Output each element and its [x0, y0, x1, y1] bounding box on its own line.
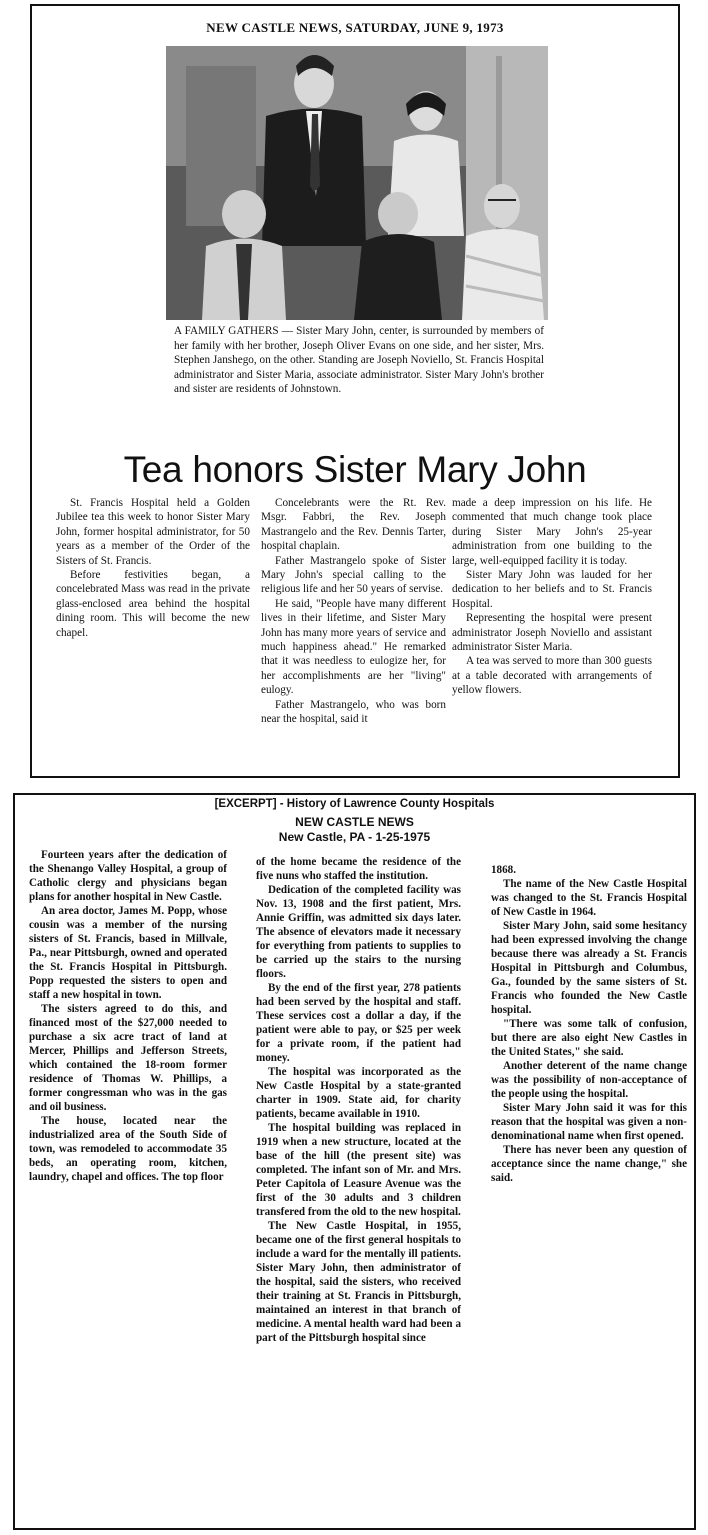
paragraph: "There was some talk of confusion, but there are also eight New Castles in the United States," she said.: [491, 1018, 687, 1058]
paragraph: The hospital was incorporated as the New Castle Hospital by a state-granted charter in 1909. State aid, for charity patients, became available in 1910.: [256, 1066, 461, 1120]
article-column-2: [261, 496, 446, 727]
family-photo: [166, 46, 548, 320]
article-column-3: [491, 863, 687, 1185]
excerpt-title: [EXCERPT] - History of Lawrence County Hospitals: [214, 798, 495, 810]
article-column-1: [29, 848, 227, 1184]
paragraph: Concelebrants were the Rt. Rev. Msgr. Fabbri, the Rev. Joseph Mastrangelo and the Rev. Dennis Tarter, hospital chaplain.: [261, 497, 446, 553]
paragraph: Another deterent of the name change was the possibility of non-acceptance of the people using the hospital.: [491, 1060, 687, 1100]
paragraph: An area doctor, James M. Popp, whose cousin was a member of the nursing sisters of St. Francis, based in Millvale, Pa., near Pittsburgh, owned and operated the St. Francis Hospital in Pittsburgh. Popp requested the sisters to open and staff a new hospital in town.: [29, 905, 227, 1001]
paper-place-date: New Castle, PA - 1-25-1975: [278, 830, 431, 844]
paragraph: He said, "People have many different lives in their lifetime, and Sister Mary John has many more years of service and much happiness ahead." He remarked that it was needless to eulogize her, for her accomplishments are her "living" eulogy.: [261, 597, 446, 697]
paragraph: The house, located near the industrialized area of the South Side of town, was remodeled to accommodate 35 beds, an operating room, kitchen, laundry, chapel and offices. The top floor: [29, 1115, 227, 1183]
paragraph: St. Francis Hospital held a Golden Jubilee tea this week to honor Sister Mary John, former hospital administrator, for 50 years as a member of the Order of the Sisters of St. Francis.: [56, 497, 250, 567]
paragraph: Father Mastrangelo, who was born near the hospital, said it: [261, 698, 446, 726]
paragraph: Sister Mary John, said some hesitancy had been expressed involving the change because there was already a St. Francis Hospital in Pittsburgh and Columbus, Ga., founded by the same sisters of St. Francis who founded the New Castle hospital.: [491, 920, 687, 1016]
paragraph: Fourteen years after the dedication of the Shenango Valley Hospital, a group of Catholic clergy and physicians began plans for another hospital in New Castle.: [29, 849, 227, 903]
article-column-1: [56, 496, 250, 640]
paragraph: Dedication of the completed facility was Nov. 13, 1908 and the first patient, Mrs. Annie Griffin, was admitted six days later. The absence of elevators made it necessary for everything from patients to supplies to be carried up the stairs to the nursing floors.: [256, 884, 461, 980]
paragraph: The name of the New Castle Hospital was changed to the St. Francis Hospital of New Castle in 1964.: [491, 878, 687, 918]
paragraph: Father Mastrangelo spoke of Sister Mary John's special calling to the religious life and her 50 years of servise.: [261, 554, 446, 596]
clipping-1975: [13, 793, 696, 1530]
paragraph: Before festivities began, a concelebrated Mass was read in the private glass-enclosed area behind the hospital dining room. This will become the new chapel.: [56, 569, 250, 639]
paragraph: Sister Mary John said it was for this reason that the hospital was given a non-denominational name when first opened.: [491, 1102, 687, 1142]
article-column-3: [452, 496, 652, 698]
article-column-2: [256, 855, 461, 1345]
dateline: NEW CASTLE NEWS, SATURDAY, JUNE 9, 1973: [206, 20, 504, 35]
paper-name: NEW CASTLE NEWS: [295, 815, 414, 829]
paragraph: The sisters agreed to do this, and financed most of the $27,000 needed to purchase a six acre tract of land at Mercer, Phillips and Jefferson Streets, which contained the 18-room former residence of Thomas W. Phillips, a former congressman who was in the gas and oil business.: [29, 1003, 227, 1113]
clipping-1973: [30, 4, 680, 778]
paragraph: 1868.: [491, 864, 516, 876]
paragraph: The New Castle Hospital, in 1955, became one of the first general hospitals to include a ward for the mentally ill patients. Sister Mary John, then administrator of the hospital, said the sisters, who received their training at St. Francis in Pittsburgh, maintained an interest in that branch of medicine. A mental health ward had been a part of the Pittsburgh hospital since: [256, 1220, 461, 1344]
photo-illustration: [166, 46, 548, 320]
headline: Tea honors Sister Mary John: [123, 449, 587, 490]
paragraph: There has never been any question of acceptance since the name change," she said.: [491, 1144, 687, 1184]
photo-caption: A FAMILY GATHERS — Sister Mary John, center, is surrounded by members of her family with her brother, Joseph Oliver Evans on one side, and her sister, Mrs. Stephen Janshego, on the other. Standing are Joseph Noviello, St. Francis Hospital administrator and Sister Maria, associate administrator. Sister Mary John's brother and sister are residents of Johnstown.: [174, 325, 544, 396]
paragraph: of the home became the residence of the five nuns who staffed the institution.: [256, 856, 461, 882]
paragraph: By the end of the first year, 278 patients had been served by the hospital and staff. These services cost a dollar a day, if the patient were able to pay, or $25 per week for a private room, if the patient had money.: [256, 982, 461, 1064]
paragraph: The hospital building was replaced in 1919 when a new structure, located at the base of the hill (the present site) was completed. The infant son of Mr. and Mrs. Peter Capitola of Leasure Avenue was the first of the 30 adults and 3 children transfered from the old to the new hospital.: [256, 1122, 461, 1218]
paragraph: Sister Mary John was lauded for her dedication to her beliefs and to St. Francis Hospital.: [452, 569, 652, 610]
paragraph: Representing the hospital were present administrator Joseph Noviello and assistant administrator Sister Maria.: [452, 612, 652, 654]
paragraph: made a deep impression on his life. He commented that much change took place during Sister Mary John's 25-year administration from one building to the large, well-equipped facility it is today.: [452, 497, 652, 567]
paragraph: A tea was served to more than 300 guests at a table decorated with arrangements of yellow flowers.: [452, 655, 652, 697]
